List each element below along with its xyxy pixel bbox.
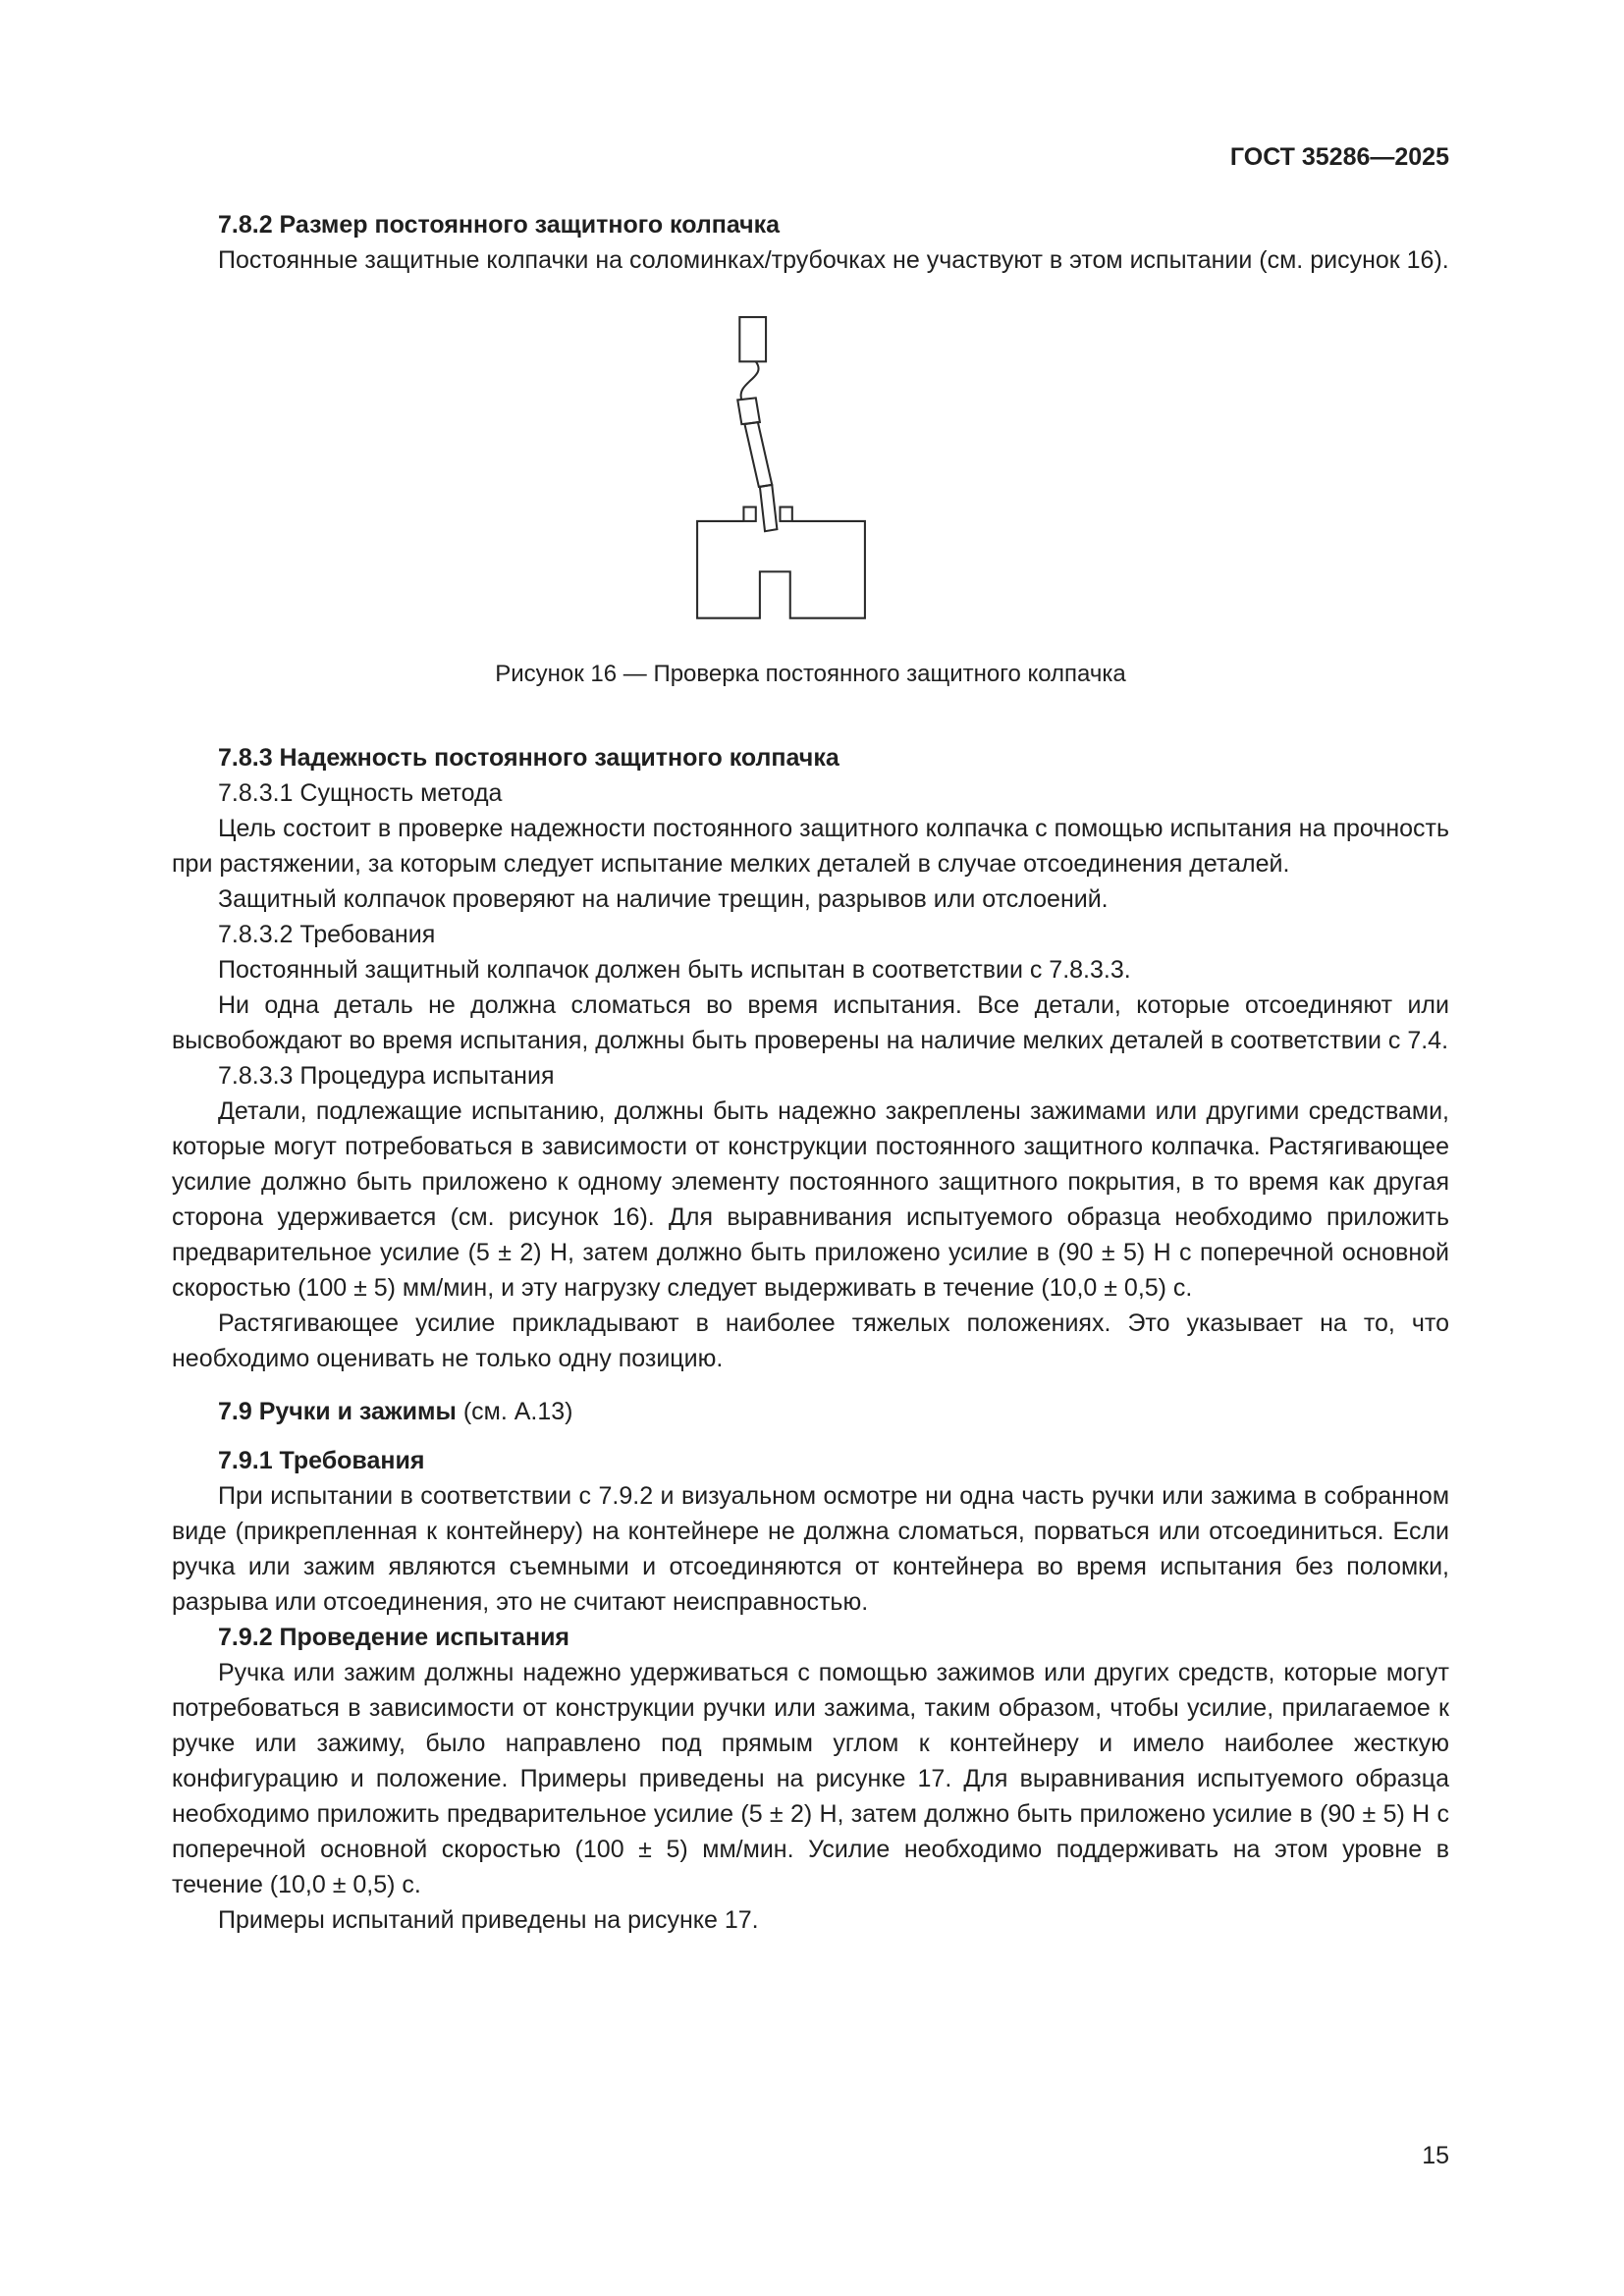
figure-16 [172, 315, 1449, 715]
doc-number-header: ГОСТ 35286—2025 [1229, 143, 1449, 171]
paragraph: Ручка или зажим должны надежно удерживаться с помощью зажимов или других средств, которые могут потребоваться в зависимости от конструкции ручки или зажима, таким образом, чтобы усилие, прилагаемое к ручке или зажиму, было направлено под прямым углом к контейнеру и имело наиболее жесткую конфигурацию и положение. Примеры приведены на рисунке 17. Для выравнивания испытуемого образца необходимо приложить предварительное усилие (5 ± 2) Н, затем должно быть приложено усилие в (90 ± 5) Н с поперечной основной скоростью (100 ± 5) мм/мин. Усилие необходимо поддерживать на этом уровне в течение (10,0 ± 0,5) с. [172, 1659, 1449, 1898]
section-7-8-3-heading: 7.8.3 Надежность постоянного защитного колпачка [218, 744, 839, 772]
section-7-9-2-heading: 7.9.2 Проведение испытания [218, 1624, 570, 1651]
section-7-9-heading-number: 7.9 Ручки и зажимы [218, 1398, 457, 1425]
section-7-9-heading-note: (см. А.13) [456, 1398, 573, 1425]
cap-tether-curve [741, 361, 759, 400]
paragraph: Растягивающее усилие прикладывают в наиболее тяжелых положениях. Это указывает на то, что необходимо оценивать не только одну позицию. [172, 1309, 1449, 1372]
paragraph: Защитный колпачок проверяют на наличие трещин, разрывов или отслоений. [218, 885, 1109, 913]
page-content [172, 142, 1449, 1938]
section-7-9-heading [172, 1394, 1449, 1429]
grip-block [739, 317, 766, 361]
subsection-7-8-3-2-title: 7.8.3.2 Требования [218, 921, 436, 948]
paragraph: При испытании в соответствии с 7.9.2 и визуальном осмотре ни одна часть ручки или зажима в собранном виде (прикрепленная к контейнеру) на контейнере не должна сломаться, порваться или отсоединиться. Если ручка или зажим являются съемными и отсоединяются от контейнера во время испытания без поломки, разрыва или отсоединения, это не считают неисправностью. [172, 1482, 1449, 1616]
subsection-7-8-3-1-title: 7.8.3.1 Сущность метода [218, 779, 503, 807]
paragraph: Детали, подлежащие испытанию, должны быть надежно закреплены зажимами или другими средствами, которые могут потребоваться в зависимости от конструкции постоянного защитного колпачка. Растягивающее усилие должно быть приложено к одному элементу постоянного защитного покрытия, в то время как другая сторона удерживается (см. рисунок 16). Для выравнивания испытуемого образца необходимо приложить предварительное усилие (5 ± 2) Н, затем должно быть приложено усилие в (90 ± 5) Н с поперечной основной скоростью (100 ± 5) мм/мин, и эту нагрузку следует выдерживать в течение (10,0 ± 0,5) с. [172, 1097, 1449, 1302]
paragraph: Цель состоит в проверке надежности постоянного защитного колпачка с помощью испытания на прочность при растяжении, за которым следует испытание мелких деталей в случае отсоединения деталей. [172, 815, 1449, 878]
clamp-fixture [697, 507, 865, 618]
paragraph: Постоянный защитный колпачок должен быть испытан в соответствии с 7.8.3.3. [218, 956, 1131, 984]
section-7-9-1-heading: 7.9.1 Требования [218, 1447, 425, 1474]
figure-16-caption: Рисунок 16 — Проверка постоянного защитного колпачка [495, 661, 1126, 687]
section-7-8-2-heading: 7.8.2 Размер постоянного защитного колпачка [218, 211, 781, 239]
paragraph: Ни одна деталь не должна сломаться во время испытания. Все детали, которые отсоединяют или высвобождают во время испытания, должны быть проверены на наличие мелких деталей в соответствии с 7.4. [172, 991, 1449, 1054]
figure-16-drawing [695, 315, 867, 628]
subsection-7-8-3-3-title: 7.8.3.3 Процедура испытания [218, 1062, 555, 1090]
page-number: 15 [1422, 2142, 1449, 2169]
paragraph: Постоянные защитные колпачки на соломинках/трубочках не участвуют в этом испытании (см. рисунок 16). [218, 246, 1449, 274]
paragraph: Примеры испытаний приведены на рисунке 17. [218, 1906, 759, 1934]
